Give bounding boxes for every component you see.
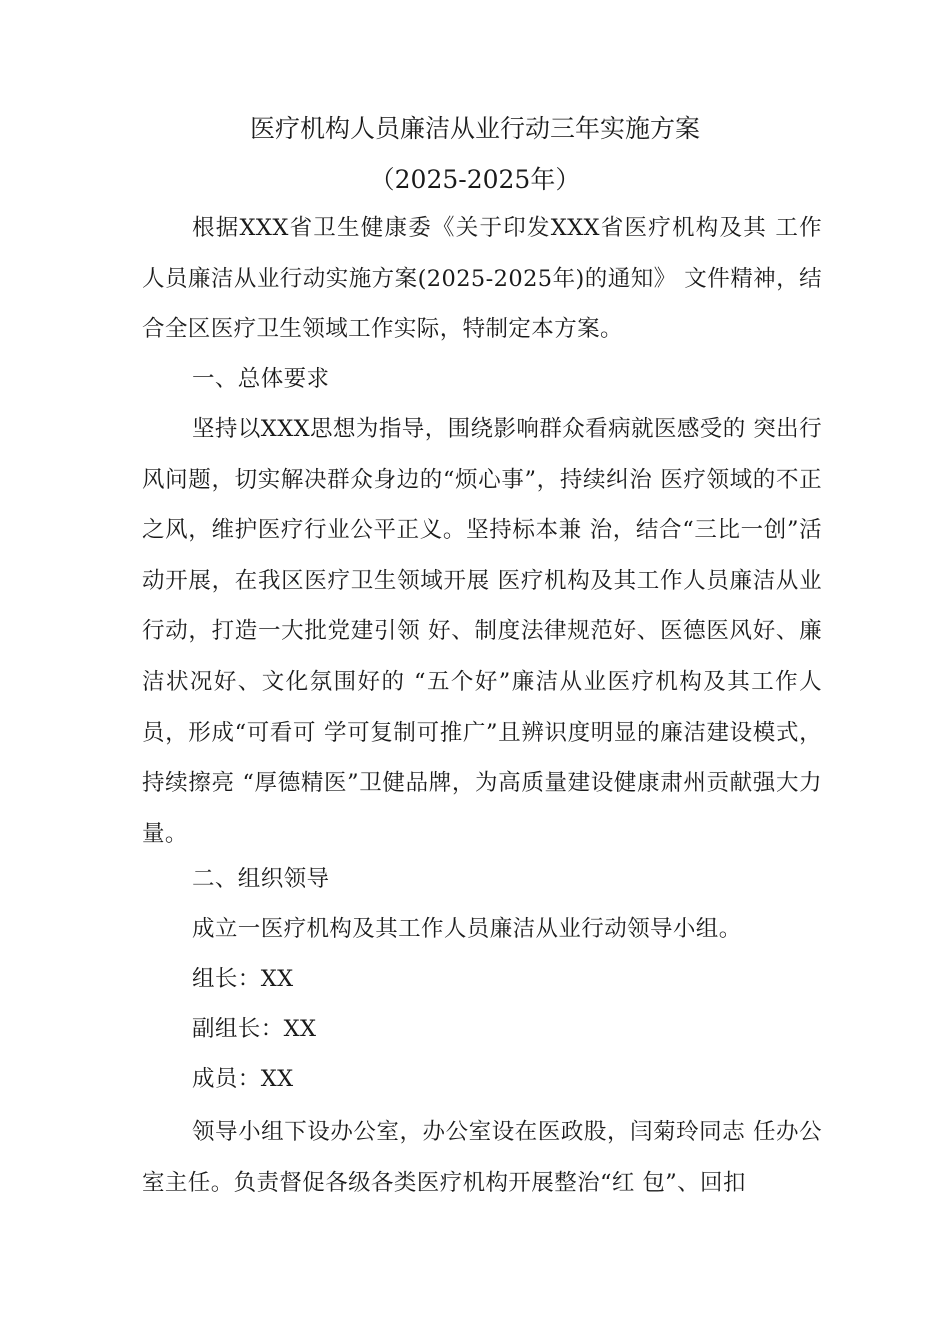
section1-heading: 一、总体要求 bbox=[192, 366, 330, 392]
members-line: 成员：XX bbox=[192, 1066, 294, 1092]
intro-paragraph: 根据XXX省卫生健康委《关于印发XXX省医疗机构及其 工作人员廉洁从业行动实施方案(2025-2025年)的通知》 文件精神，结合全区医疗卫生领域工作实际，特制定本方案。 bbox=[142, 215, 822, 343]
document-subtitle: （2025-2025年） bbox=[369, 165, 581, 194]
section2-paragraph: 领导小组下设办公室，办公室设在医政股，闫菊玲同志 任办公室主任。负责督促各级各类医疗机构开展整治“红 包”、回扣 bbox=[142, 1119, 822, 1196]
deputy-leader-line: 副组长：XX bbox=[192, 1016, 317, 1042]
group-leader-line: 组长：XX bbox=[192, 966, 294, 992]
section2-heading: 二、组织领导 bbox=[192, 866, 330, 892]
leading-group-line: 成立一医疗机构及其工作人员廉洁从业行动领导小组。 bbox=[192, 916, 742, 942]
document-title: 医疗机构人员廉洁从业行动三年实施方案 bbox=[249, 114, 700, 143]
section1-paragraph: 坚持以XXX思想为指导，围绕影响群众看病就医感受的 突出行风问题，切实解决群众身边的“烦心事”，持续纠治 医疗领域的不正之风，维护医疗行业公平正义。坚持标本兼 治，结合“三比一创”活动开展，在我区医疗卫生领域开展 医疗机构及其工作人员廉洁从业行动，打造一大批党建引领 好、制度法律规范好、医德医风好、廉洁状况好、文化氛围好的 “五个好”廉洁从业医疗机构及其工作人员，形成“可看可 学可复制可推广”且辨识度明显的廉洁建设模式，持续擦亮 “厚德精医”卫健品牌，为高质量建设健康肃州贡献强大力 量。 bbox=[142, 416, 822, 847]
